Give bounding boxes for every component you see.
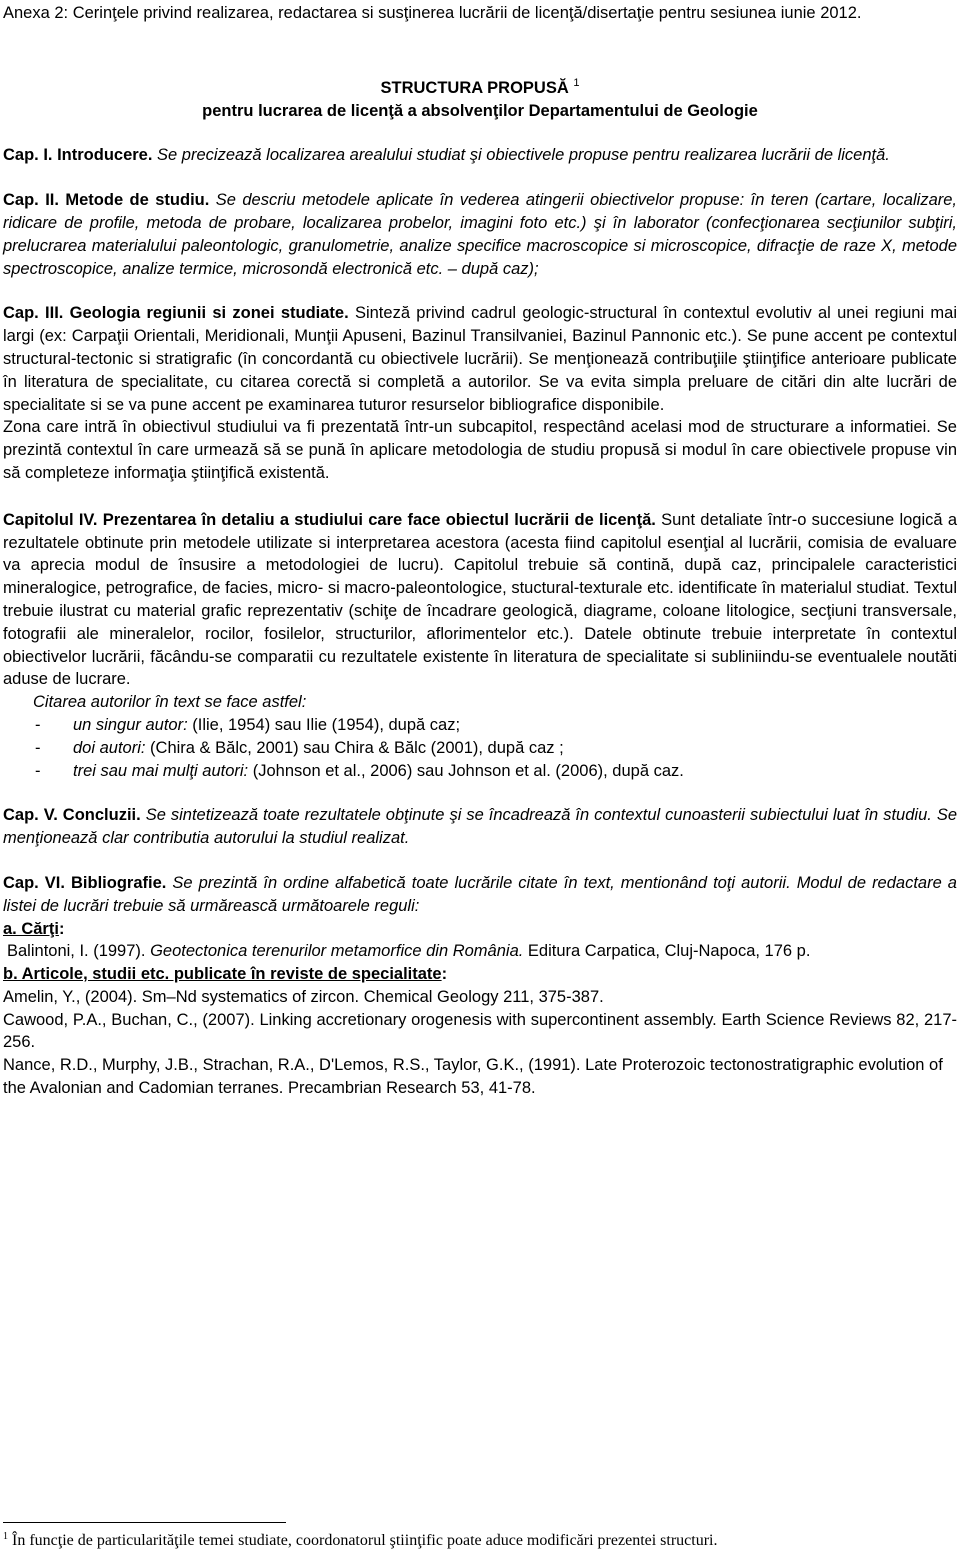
footnote-separator [3,1522,286,1523]
section-text: Se descriu metodele aplicate în vederea atingerii obiectivelor propuse: în teren (cartare, localizare, ridicare de profile, metoda de probare, localizarea probelor, imagini foto etc.) şi în laborator (confecţionarea secţiunilor subţiri, prelucrarea materialului paleontologic, granulometrie, analize specifice macroscopice si microscopice, difracţie de raze X, metode spectroscopice, analize termice, microsondă electronică etc. – după caz); [3,191,957,278]
footnote [3,1531,957,1551]
articles-label: b. Articole, studii etc. publicate în reviste de specialitate: [3,965,448,984]
reference-article: Cawood, P.A., Buchan, C., (2007). Linking accretionary orogenesis with supercontinent assembly. Earth Science Reviews 82, 217-256. [3,1010,957,1052]
section-heading: Cap. I. Introducere. [3,146,153,165]
reference-article: Nance, R.D., Murphy, J.B., Strachan, R.A., D'Lemos, R.S., Taylor, G.K., (1991). Late Proterozoic tectonostratigraphic evolution of the Avalonian and Cadomian terranes. Precambrian Research 53, 41-78. [3,1056,943,1098]
books-label: a. Cărţi: [3,919,65,938]
section-cap6 [3,872,957,918]
section-cap1 [3,144,957,167]
section-heading: Cap. II. Metode de studiu. [3,191,210,210]
footnote-reference: 1 [573,76,580,89]
section-text: Se prezintă în ordine alfabetică toate lucrările citate în text, mentionând toţi autorii. Modul de redactare a listei de lucrări trebuie să urmărească următoarele reguli: [3,873,957,915]
section-text: Sunt detaliate într-o succesiune logică a rezultatele obtinute prin metodele utilizate si interpretarea acestora (acesta fiind capitolul esenţial al lucrării, comisia de evaluare va aprecia modul de însusire a metodologiei de lucru). Capitolul trebuie să contină, după caz, principalele caracteristici mineralogice, petrografice, de facies, micro- si macro-paleontologice, stuctural-texturale etc. identificate în materialul studiat. Textul trebuie ilustrat cu material grafic reprezentativ (schiţe de încadrare geologică, diagrame, coloane litologice, secţiuni transversale, fotografii ale mineralelor, rocilor, fosilelor, structurilor, aflorimentelor etc.). Datele obtinute trebuie interpretate în contextul obiectivelor lucrării, făcându-se comparatii cu rezultatele existente în literatura de specialitate si subliniindu-se eventualele noutăti aduse de lucrare. [3,510,958,689]
list-item: - trei sau mai mulţi autori: (Johnson et al., 2006) sau Johnson et al. (2006), după caz. [35,761,684,780]
section-cap2 [3,189,957,280]
reference-article: Amelin, Y., (2004). Sm–Nd systematics of zircon. Chemical Geology 211, 375-387. [3,987,604,1006]
list-item: - doi autori: (Chira & Bălc, 2001) sau Chira & Bălc (2001), după caz ; [35,738,564,757]
footnote-text: În funcţie de particularităţile temei studiate, coordonatorul ştiinţific poate aduce modificări prezentei structuri. [8,1532,718,1549]
section-cap3 [3,302,957,416]
section-cap5 [3,804,957,850]
section-heading: Cap. V. Concluzii. [3,806,141,825]
footnote-mark: 1 [3,1531,8,1542]
citation-intro: Citarea autorilor în text se face astfel: [33,693,307,712]
section-text: Se precizează localizarea arealului studiat şi obiectivele propuse pentru realizarea lucrării de licenţă. [152,146,890,165]
reference-book: Balintoni, I. (1997). Geotectonica terenurilor metamorfice din România. Editura Carpatica, Cluj-Napoca, 176 p. [7,942,811,961]
annex-heading: Anexa 2: Cerinţele privind realizarea, redactarea si susţinerea lucrării de licenţă/disertaţie pentru sesiunea iunie 2012. [3,4,862,22]
document-title [3,77,957,123]
list-item: - un singur autor: (Ilie, 1954) sau Ilie (1954), după caz; [35,715,461,734]
section-cap4 [3,509,957,691]
document-body [3,0,957,1100]
section-text: Sinteză privind cadrul geologic-structural în contextul evolutiv al unei regiuni mai largi (ex: Carpaţii Orientali, Meridionali, Munţii Apuseni, Bazinul Transilvaniei, Bazinul Pannonic etc.). Se pune accent pe contextul structural-tectonic si stratigrafic (în concordantă cu obiectivele lucrării). Se menţionează contribuţiile ştiinţifice anterioare publicate în literatura de specialitate, cu citarea corectă si completă a autorilor. Se va evita simpla preluare de citări din alte lucrări de specialitate si se va pune accent pe examinarea tuturor resurselor bibliografice disponibile. [3,304,957,414]
section-heading: Cap. VI. Bibliografie. [3,873,167,892]
citation-list [3,714,957,782]
title-line-2: pentru lucrarea de licenţă a absolvenţilor Departamentului de Geologie [202,101,758,120]
section-text: Se sintetizează toate rezultatele obţinute şi se încadrează în contextul cunoasterii subiectului luat în studiu. Se menţionează clar contributia autorului la studiul realizat. [3,806,957,848]
section-heading: Cap. III. Geologia regiunii si zonei studiate. [3,304,349,323]
title-line-1: STRUCTURA PROPUSĂ $^1$ [380,76,580,97]
section-heading: Capitolul IV. Prezentarea în detaliu a studiului care face obiectul lucrării de licenţă. [3,510,656,529]
section-cap3-paragraph2: Zona care intră în obiectivul studiului va fi prezentată într-un subcapitol, respectând acelasi mod de structurare a informatiei. Se prezintă contextul în care urmează să se pună în aplicare metodologia de studiu propusă si modul în care obiectivele propuse vin să completeze informaţia ştiinţifică existentă. [3,418,957,482]
